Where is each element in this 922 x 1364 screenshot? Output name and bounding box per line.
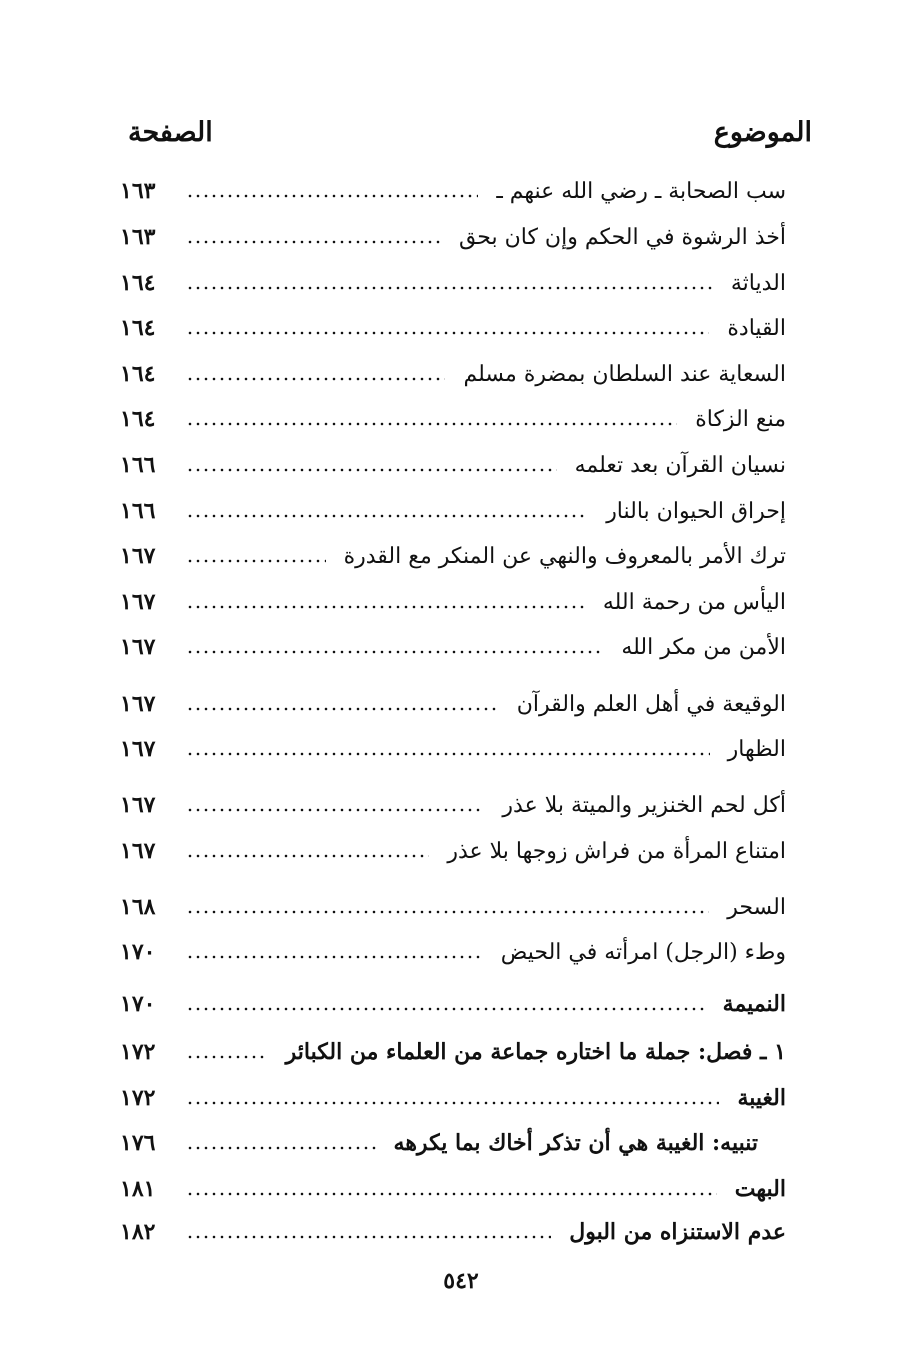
toc-entry [120, 218, 786, 256]
entry-page: ١٦٧ [120, 736, 156, 762]
entry-page: ١٦٤ [120, 406, 156, 432]
entry-title: ترك الأمر بالمعروف والنهي عن المنكر مع القدرة [343, 543, 786, 569]
toc-entry [120, 1170, 786, 1208]
dot-leader [186, 1101, 719, 1105]
entry-page: ١٦٧ [120, 838, 156, 864]
dot-leader [186, 605, 585, 609]
entry-title: منع الزكاة [695, 406, 786, 432]
entry-title: الظهار [727, 736, 786, 762]
dot-leader [186, 650, 603, 654]
toc-entry [120, 309, 786, 347]
toc-entry [120, 888, 786, 926]
toc-entry [120, 832, 786, 870]
dot-leader [186, 194, 478, 198]
dot-leader [186, 808, 484, 812]
entry-title: إحراق الحيوان بالنار [606, 498, 786, 524]
toc-entry [120, 1124, 786, 1162]
entry-page: ١٦٤ [120, 361, 156, 387]
toc-entry [120, 355, 786, 393]
dot-leader [186, 752, 710, 756]
dot-leader [186, 422, 677, 426]
entry-page: ١٧٠ [120, 939, 156, 965]
toc-entry [120, 685, 786, 723]
entry-page: ١٦٧ [120, 691, 156, 717]
dot-leader [186, 955, 483, 959]
entry-title: اليأس من رحمة الله [602, 589, 786, 615]
dot-leader [186, 1146, 376, 1150]
entry-title: النميمة [722, 991, 786, 1017]
toc-entry [120, 400, 786, 438]
entry-page: ١٦٣ [120, 224, 156, 250]
toc-entry [120, 1213, 786, 1251]
entry-page: ١٨١ [120, 1176, 156, 1202]
toc-entry [120, 1033, 786, 1071]
entry-title: امتناع المرأة من فراش زوجها بلا عذر [447, 838, 786, 864]
entry-page: ١٦٧ [120, 543, 156, 569]
entry-title: الأمن من مكر الله [621, 634, 786, 660]
dot-leader [186, 910, 709, 914]
entry-title: القيادة [727, 315, 786, 341]
toc-entry [120, 583, 786, 621]
dot-leader [186, 559, 326, 563]
entry-title: السعاية عند السلطان بمضرة مسلم [463, 361, 786, 387]
entry-page: ١٦٦ [120, 452, 156, 478]
entry-title: البهت [734, 1176, 786, 1202]
toc-entry [120, 492, 786, 530]
entry-title: أكل لحم الخنزير والميتة بلا عذر [502, 792, 786, 818]
toc-header [128, 112, 812, 152]
entry-page: ١٧٢ [120, 1039, 156, 1065]
dot-leader [186, 1007, 705, 1011]
entry-title: نسيان القرآن بعد تعلمه [574, 452, 786, 478]
toc-entry [120, 730, 786, 768]
entry-title: الوقيعة في أهل العلم والقرآن [516, 691, 786, 717]
toc-entry [120, 985, 786, 1023]
toc-entry [120, 786, 786, 824]
dot-leader [186, 854, 429, 858]
toc-entry [120, 172, 786, 210]
dot-leader [186, 331, 709, 335]
entry-page: ١٧٢ [120, 1085, 156, 1111]
entry-title: وطء (الرجل) امرأته في الحيض [500, 939, 786, 965]
entry-page: ١٦٧ [120, 792, 156, 818]
toc-entry [120, 628, 786, 666]
dot-leader [186, 377, 445, 381]
entry-title: تنبيه: الغيبة هي أن تذكر أخاك بما يكرهه [393, 1130, 758, 1156]
toc-entry [120, 1079, 786, 1117]
toc-entry [120, 933, 786, 971]
page-number: ٥٤٢ [443, 1268, 479, 1294]
dot-leader [186, 1235, 551, 1239]
dot-leader [186, 514, 588, 518]
topic-column-label: الموضوع [713, 116, 812, 148]
entry-page: ١٧٦ [120, 1130, 156, 1156]
entry-page: ١٦٦ [120, 498, 156, 524]
entry-title: السحر [727, 894, 786, 920]
entry-title: سب الصحابة ـ رضي الله عنهم ـ [496, 178, 786, 204]
entry-page: ١٦٧ [120, 589, 156, 615]
dot-leader [186, 1055, 268, 1059]
entry-title: الغيبة [737, 1085, 786, 1111]
toc-entry [120, 264, 786, 302]
entry-page: ١٨٢ [120, 1219, 156, 1245]
entry-title: الدياثة [730, 270, 786, 296]
dot-leader [186, 468, 557, 472]
entry-page: ١٦٧ [120, 634, 156, 660]
entry-page: ١٧٠ [120, 991, 156, 1017]
entry-title: أخذ الرشوة في الحكم وإن كان بحق [458, 224, 786, 250]
dot-leader [186, 707, 499, 711]
entry-page: ١٦٤ [120, 270, 156, 296]
toc-entry [120, 446, 786, 484]
entry-page: ١٦٨ [120, 894, 156, 920]
dot-leader [186, 240, 441, 244]
entry-page: ١٦٣ [120, 178, 156, 204]
toc-entry [120, 537, 786, 575]
page-column-label: الصفحة [128, 116, 213, 148]
dot-leader [186, 286, 713, 290]
dot-leader [186, 1192, 717, 1196]
entry-title: ١ ـ فصل: جملة ما اختاره جماعة من العلماء من الكبائر [285, 1039, 786, 1065]
entry-title: عدم الاستنزاه من البول [569, 1219, 786, 1245]
entry-page: ١٦٤ [120, 315, 156, 341]
